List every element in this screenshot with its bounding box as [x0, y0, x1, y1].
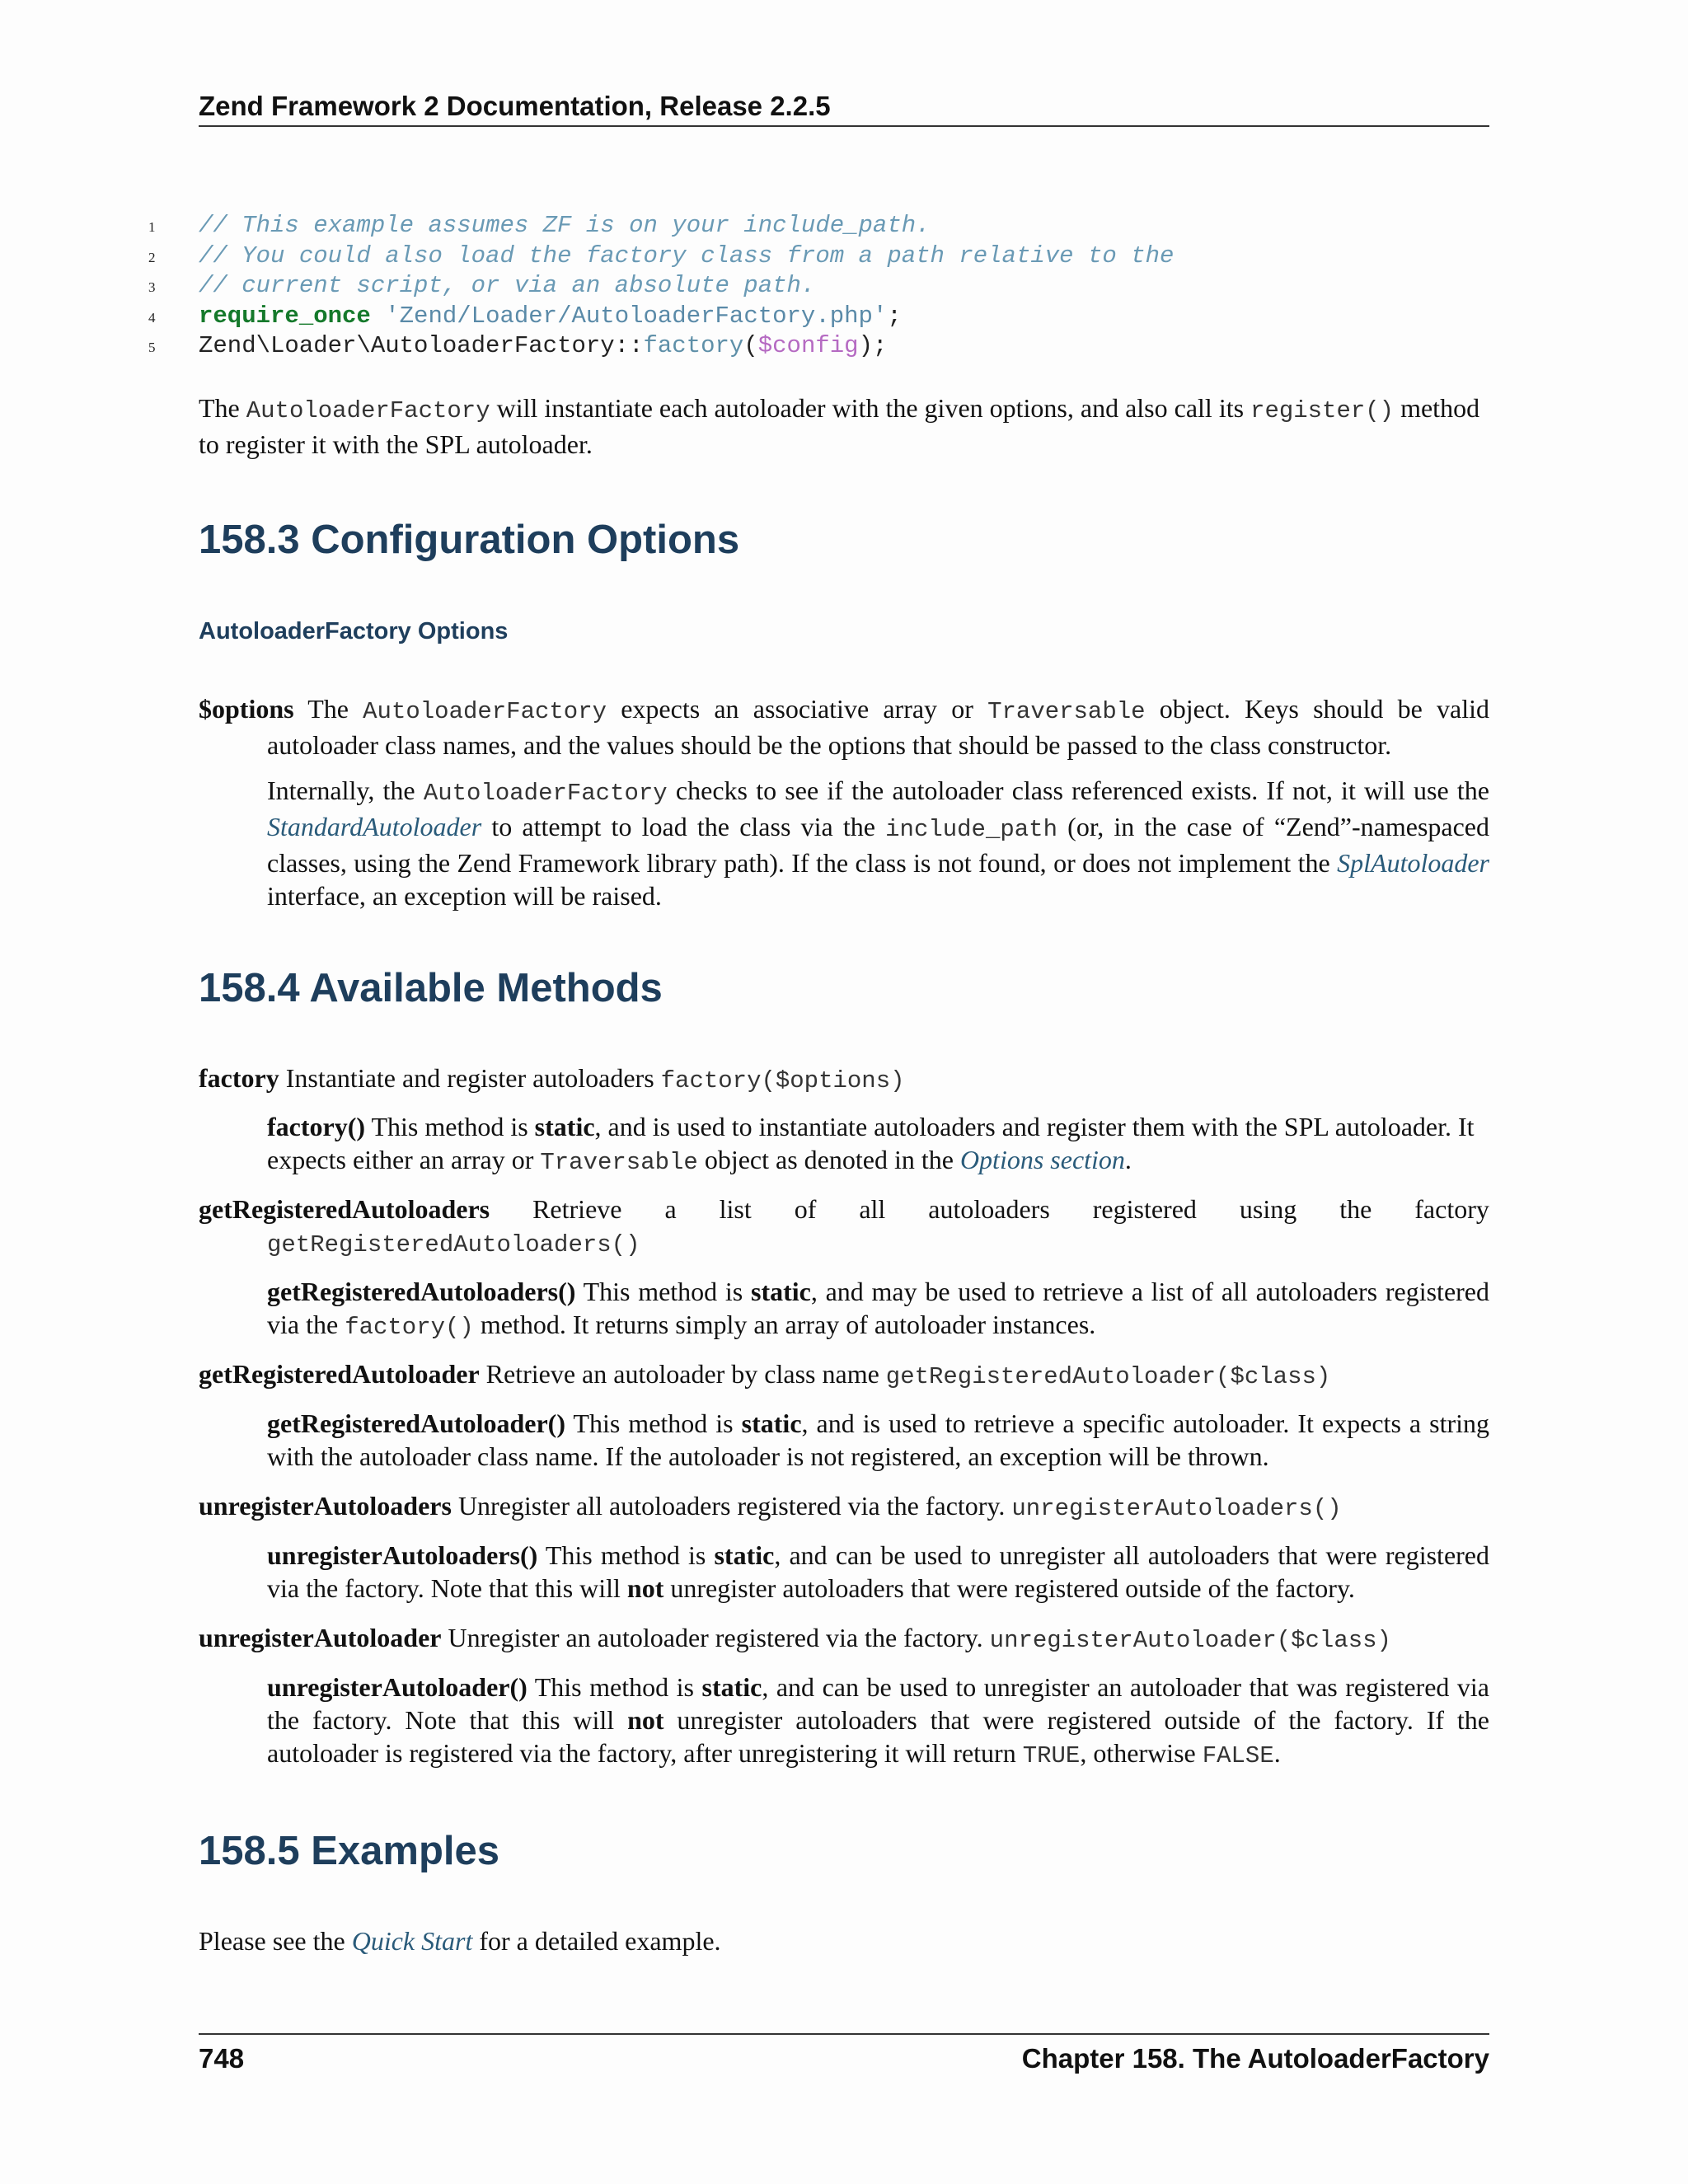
- code-punct: (: [743, 332, 758, 359]
- section-heading-examples: 158.5 Examples: [199, 1829, 500, 1873]
- definition-term: $options: [199, 694, 294, 724]
- method-unregister-autoloaders-term: unregisterAutoloaders Unregister all autoloaders registered via the factory. unregisterAutoloaders(): [199, 1491, 1342, 1522]
- method-signature-line: [267, 1226, 1489, 1262]
- method-factory-term: factory Instantiate and register autoloaders factory($options): [199, 1063, 905, 1094]
- inline-code: Traversable: [540, 1149, 698, 1176]
- chapter-title: Chapter 158. The AutoloaderFactory: [1021, 2043, 1489, 2074]
- code-string: 'Zend/Loader/AutoloaderFactory.php': [385, 302, 888, 330]
- line-number: 1: [148, 219, 156, 235]
- inline-code: TRUE: [1022, 1742, 1081, 1769]
- subsection-heading: AutoloaderFactory Options: [199, 618, 509, 644]
- code-function: factory: [643, 332, 744, 359]
- definition-term: getRegisteredAutoloaders: [199, 1194, 490, 1224]
- method-get-registered-autoloaders-description: getRegisteredAutoloaders() This method is static, and may be used to retrieve a list of all autoloaders registered via the factory() method. It returns simply an array of autoloader instances.: [267, 1277, 1490, 1341]
- method-factory-description: factory() This method is static, and is used to instantiate autoloaders and register them with the SPL autoloader. It expects either an array or Traversable object as denoted in the Options section.: [267, 1112, 1475, 1176]
- running-header: [199, 91, 1489, 127]
- section-heading-methods: 158.4 Available Methods: [199, 966, 663, 1010]
- method-get-registered-autoloaders-term: getRegisteredAutoloaders Retrieve a list of all autoloaders registered using the factory: [199, 1194, 1489, 1224]
- code-line: [148, 302, 1484, 332]
- method-signature: getRegisteredAutoloaders(): [267, 1231, 640, 1258]
- header-title: Zend Framework 2 Documentation, Release 2.2.5: [199, 91, 831, 121]
- inline-code: Traversable: [987, 698, 1146, 725]
- intro-paragraph: The AutoloaderFactory will instantiate each autoloader with the given options, and also call its register() method to register it with the SPL autoloader.: [199, 393, 1480, 459]
- examples-paragraph: Please see the Quick Start for a detailed example.: [199, 1926, 721, 1956]
- code-comment: // You could also load the factory class from a path relative to the: [199, 241, 1175, 269]
- code-punct: ;: [887, 302, 902, 330]
- standard-autoloader-link[interactable]: StandardAutoloader: [267, 812, 482, 841]
- inline-code: AutoloaderFactory: [246, 397, 490, 424]
- method-unregister-autoloader-description: unregisterAutoloader() This method is static, and can be used to unregister an autoloader that was registered via the factory. Note that this will not unregister autoloaders that were registered outside of the factory. If the autoloader is registered via the factory, after unregistering it will return TRUE, otherwise FALSE.: [267, 1672, 1490, 1769]
- code-line: [148, 241, 1484, 272]
- inline-code: FALSE: [1202, 1742, 1274, 1769]
- method-get-registered-autoloader-term: getRegisteredAutoloader Retrieve an autoloader by class name getRegisteredAutoloader($class): [199, 1359, 1331, 1390]
- inline-code: include_path: [885, 816, 1057, 843]
- spl-autoloader-link[interactable]: SplAutoloader: [1337, 848, 1489, 878]
- quick-start-link[interactable]: Quick Start: [351, 1926, 473, 1956]
- code-block: [148, 211, 1484, 362]
- method-unregister-autoloaders-description: unregisterAutoloaders() This method is static, and can be used to unregister all autoloaders that were registered via the factory. Note that this will not unregister autoloaders that were registered outside of the factory.: [267, 1540, 1490, 1603]
- definition-term: unregisterAutoloader: [199, 1623, 442, 1652]
- inline-code: AutoloaderFactory: [363, 698, 607, 725]
- code-punct: );: [858, 332, 888, 359]
- line-number: 4: [148, 309, 156, 326]
- definition-term: factory: [199, 1063, 279, 1093]
- page-number: 748: [199, 2043, 245, 2074]
- definition-term: getRegisteredAutoloader: [199, 1359, 480, 1389]
- code-variable: $config: [757, 332, 859, 359]
- inline-code: register(): [1250, 397, 1395, 424]
- definition-term: unregisterAutoloaders: [199, 1491, 452, 1521]
- inline-code: AutoloaderFactory: [423, 780, 668, 807]
- line-number: 5: [148, 340, 156, 355]
- section-heading-configuration: 158.3 Configuration Options: [199, 518, 740, 562]
- line-number: 3: [148, 279, 156, 295]
- options-section-link[interactable]: Options section: [959, 1145, 1125, 1174]
- method-get-registered-autoloader-description: getRegisteredAutoloader() This method is static, and is used to retrieve a specific autoloader. It expects a string with the autoloader class name. If the autoloader is not registered, an exception will be thrown.: [267, 1408, 1490, 1471]
- method-signature: factory($options): [660, 1067, 905, 1094]
- running-footer: [199, 2033, 1489, 2074]
- code-comment: // This example assumes ZF is on your include_path.: [199, 212, 931, 239]
- code-comment: // current script, or via an absolute path.: [199, 272, 816, 299]
- options-definition: $options The AutoloaderFactory expects an associative array or Traversable object. Keys should be valid autoloader class names, and the values should be the options that should be passed to the class constructor.: [199, 694, 1490, 760]
- code-line: [148, 211, 1484, 241]
- inline-code: factory(): [345, 1314, 474, 1341]
- method-unregister-autoloader-term: unregisterAutoloader Unregister an autoloader registered via the factory. unregisterAutoloader($class): [199, 1623, 1391, 1654]
- code-line: [148, 271, 1484, 302]
- code-keyword: require_once: [199, 302, 371, 330]
- line-number: 2: [148, 249, 156, 265]
- method-signature: unregisterAutoloader($class): [989, 1627, 1391, 1654]
- method-signature: getRegisteredAutoloader($class): [885, 1363, 1331, 1390]
- method-signature: unregisterAutoloaders(): [1011, 1495, 1342, 1522]
- code-line: [148, 331, 1484, 362]
- code-class: Zend\Loader\AutoloaderFactory::: [199, 332, 644, 359]
- options-description: Internally, the AutoloaderFactory checks to see if the autoloader class referenced exists. If not, it will use the StandardAutoloader to attempt to load the class via the include_path (or, in the case of “Zend”-namespaced classes, using the Zend Framework library path). If the class is not found, or does not implement the SplAutoloader interface, an exception will be raised.: [267, 776, 1490, 911]
